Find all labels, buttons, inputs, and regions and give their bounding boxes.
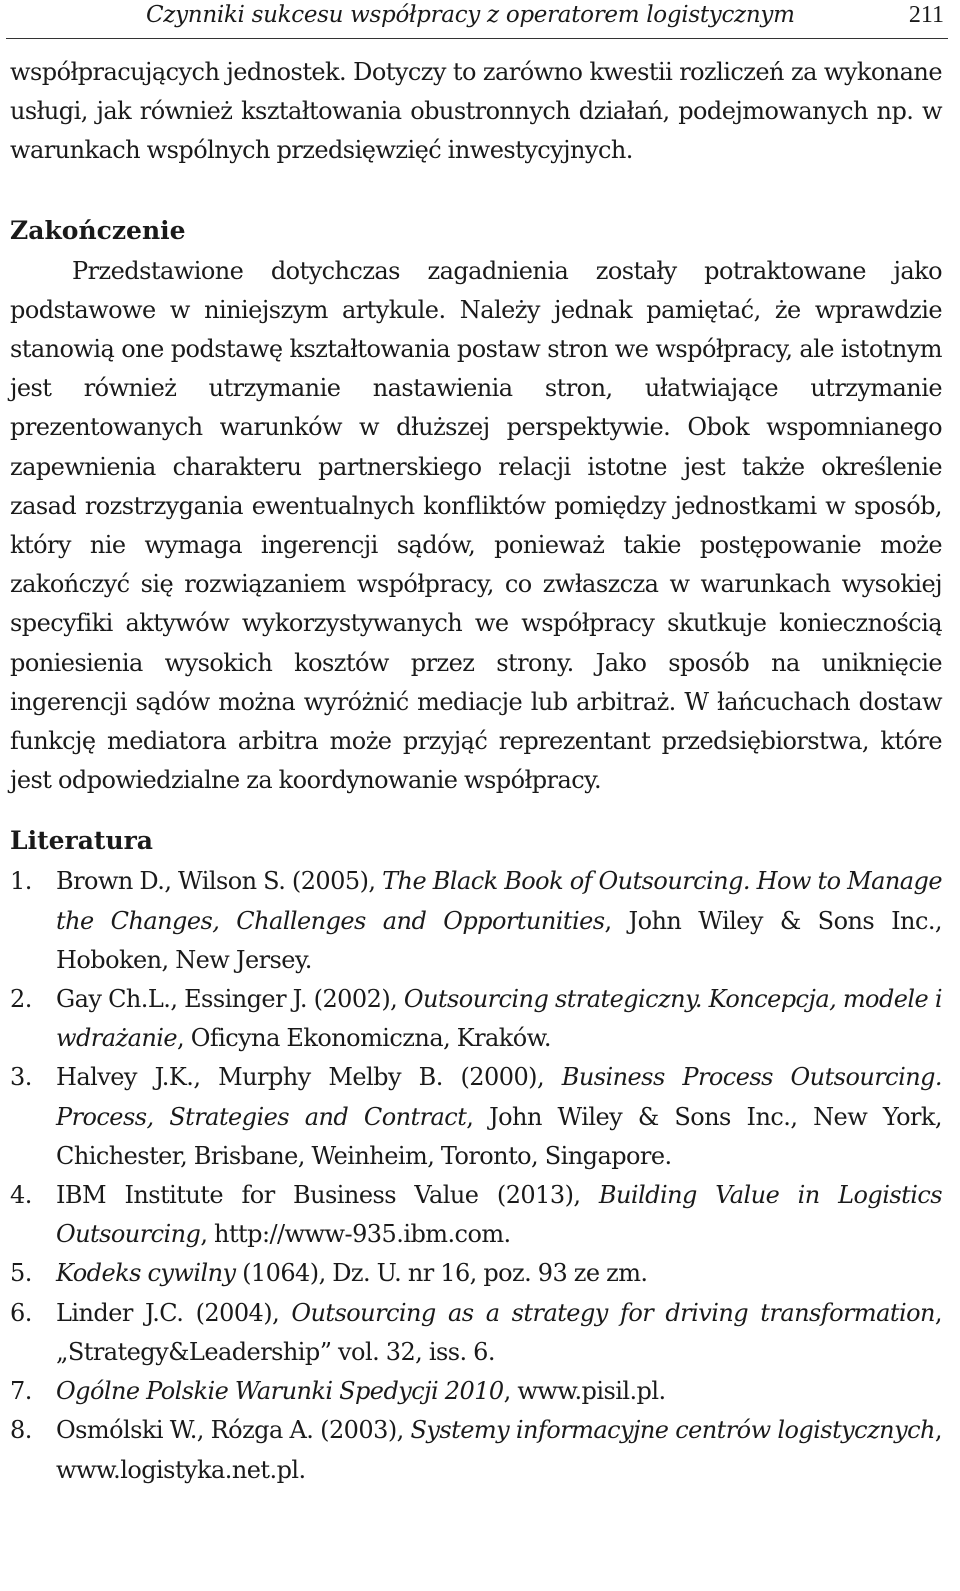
bibliography-title: Kodeks cywilny — [56, 1259, 236, 1288]
bibliography-item — [10, 980, 942, 1058]
bibliography-publisher: (1064), Dz. U. nr 16, poz. 93 ze zm. — [235, 1259, 648, 1288]
bibliography-authors: Osmólski W., Rózga A. (2003), — [56, 1416, 411, 1445]
bibliography-item — [10, 1058, 942, 1176]
bibliography-number: 1. — [10, 867, 32, 896]
bibliography-publisher: , http://www-935.ibm.com. — [200, 1220, 511, 1249]
bibliography-title: Building Value in Logistics Outsourcing — [56, 1181, 942, 1249]
bibliography-title: Ogólne Polskie Warunki Spedycji 2010 — [56, 1377, 504, 1406]
bibliography-item — [10, 1176, 942, 1254]
bibliography-publisher: , www.logistyka.net.pl. — [56, 1416, 942, 1484]
bibliography-number: 2. — [10, 985, 32, 1014]
bibliography-item — [10, 1254, 942, 1293]
running-title: Czynniki sukcesu współpracy z operatorem logistycznym — [146, 2, 795, 28]
bibliography-number: 7. — [10, 1377, 32, 1406]
bibliography-item — [10, 862, 942, 980]
bibliography-publisher: , www.pisil.pl. — [503, 1377, 666, 1406]
bibliography-item — [10, 1411, 942, 1489]
paragraph-continuation: współpracujących jednostek. Dotyczy to zarówno kwestii rozliczeń za wykonane usługi, jak również kształtowania obustronnych działań, podejmowanych np. w warunkach wspólnych przedsięwzięć inwestycyjnych. — [10, 58, 942, 165]
bibliography-publisher: , John Wiley & Sons Inc., Hoboken, New Jersey. — [56, 906, 942, 974]
bibliography-number: 4. — [10, 1181, 32, 1210]
bibliography-list — [10, 862, 942, 1489]
bibliography-authors: Brown D., Wilson S. (2005), — [56, 867, 383, 896]
bibliography-title: Outsourcing as a strategy for driving transformation — [291, 1298, 935, 1327]
section-heading-conclusion: Zakończenie — [10, 215, 186, 245]
bibliography-title: The Black Book of Outsourcing. How to Manage the Changes, Challenges and Opportunities — [56, 867, 942, 935]
running-header — [6, 0, 948, 39]
bibliography-authors: Gay Ch.L., Essinger J. (2002), — [56, 985, 404, 1014]
bibliography-title: Outsourcing strategiczny. Koncepcja, modele i wdrażanie — [56, 985, 942, 1053]
bibliography-number: 3. — [10, 1063, 32, 1092]
bibliography-authors: IBM Institute for Business Value (2013), — [56, 1181, 599, 1210]
page-number: 211 — [908, 2, 944, 28]
bibliography-title: Systemy informacyjne centrów logistycznych — [410, 1416, 935, 1445]
page-content — [10, 53, 942, 1490]
bibliography-publisher: , „Strategy&Leadership” vol. 32, iss. 6. — [56, 1298, 942, 1366]
bibliography-publisher: , John Wiley & Sons Inc., New York, Chichester, Brisbane, Weinheim, Toronto, Singapore. — [56, 1102, 942, 1170]
conclusion-paragraph: Przedstawione dotychczas zagadnienia zostały potraktowane jako podstawowe w niniejszym artykule. Należy jednak pamiętać, że wprawdzie stanowią one podstawę kształtowania postaw stron we współpracy, ale istotnym jest również utrzymanie nastawienia stron, ułatwiające utrzymanie prezentowanych warunków w dłuższej perspektywie. Obok wspomnianego zapewnienia charakteru partnerskiego relacji istotne jest także określenie zasad rozstrzygania ewentualnych konfliktów pomiędzy jednostkami w sposób, który nie wymaga ingerencji sądów, ponieważ takie postępowanie może zakończyć się rozwiązaniem współpracy, co zwłaszcza w warunkach wysokiej specyfiki aktywów wykorzystywanych we współpracy skutkuje koniecznością poniesienia wysokich kosztów przez strony. Jako sposób na uniknięcie ingerencji sądów można wyróżnić mediacje lub arbitraż. W łańcuchach dostaw funkcję mediatora arbitra może przyjąć reprezentant przedsiębiorstwa, które jest odpowiedzialne za koordynowanie współpracy. — [10, 256, 942, 795]
bibliography-number: 8. — [10, 1416, 32, 1445]
bibliography-heading: Literatura — [10, 826, 153, 856]
bibliography-item — [10, 1372, 942, 1411]
bibliography-authors: Linder J.C. (2004), — [56, 1298, 292, 1327]
bibliography-number: 6. — [10, 1298, 32, 1327]
bibliography-number: 5. — [10, 1259, 32, 1288]
bibliography-title: Business Process Outsourcing. Process, Strategies and Contract — [56, 1063, 942, 1131]
bibliography-authors: Halvey J.K., Murphy Melby B. (2000), — [56, 1063, 562, 1092]
bibliography-publisher: , Oficyna Ekonomiczna, Kraków. — [177, 1024, 551, 1053]
bibliography-item — [10, 1294, 942, 1372]
